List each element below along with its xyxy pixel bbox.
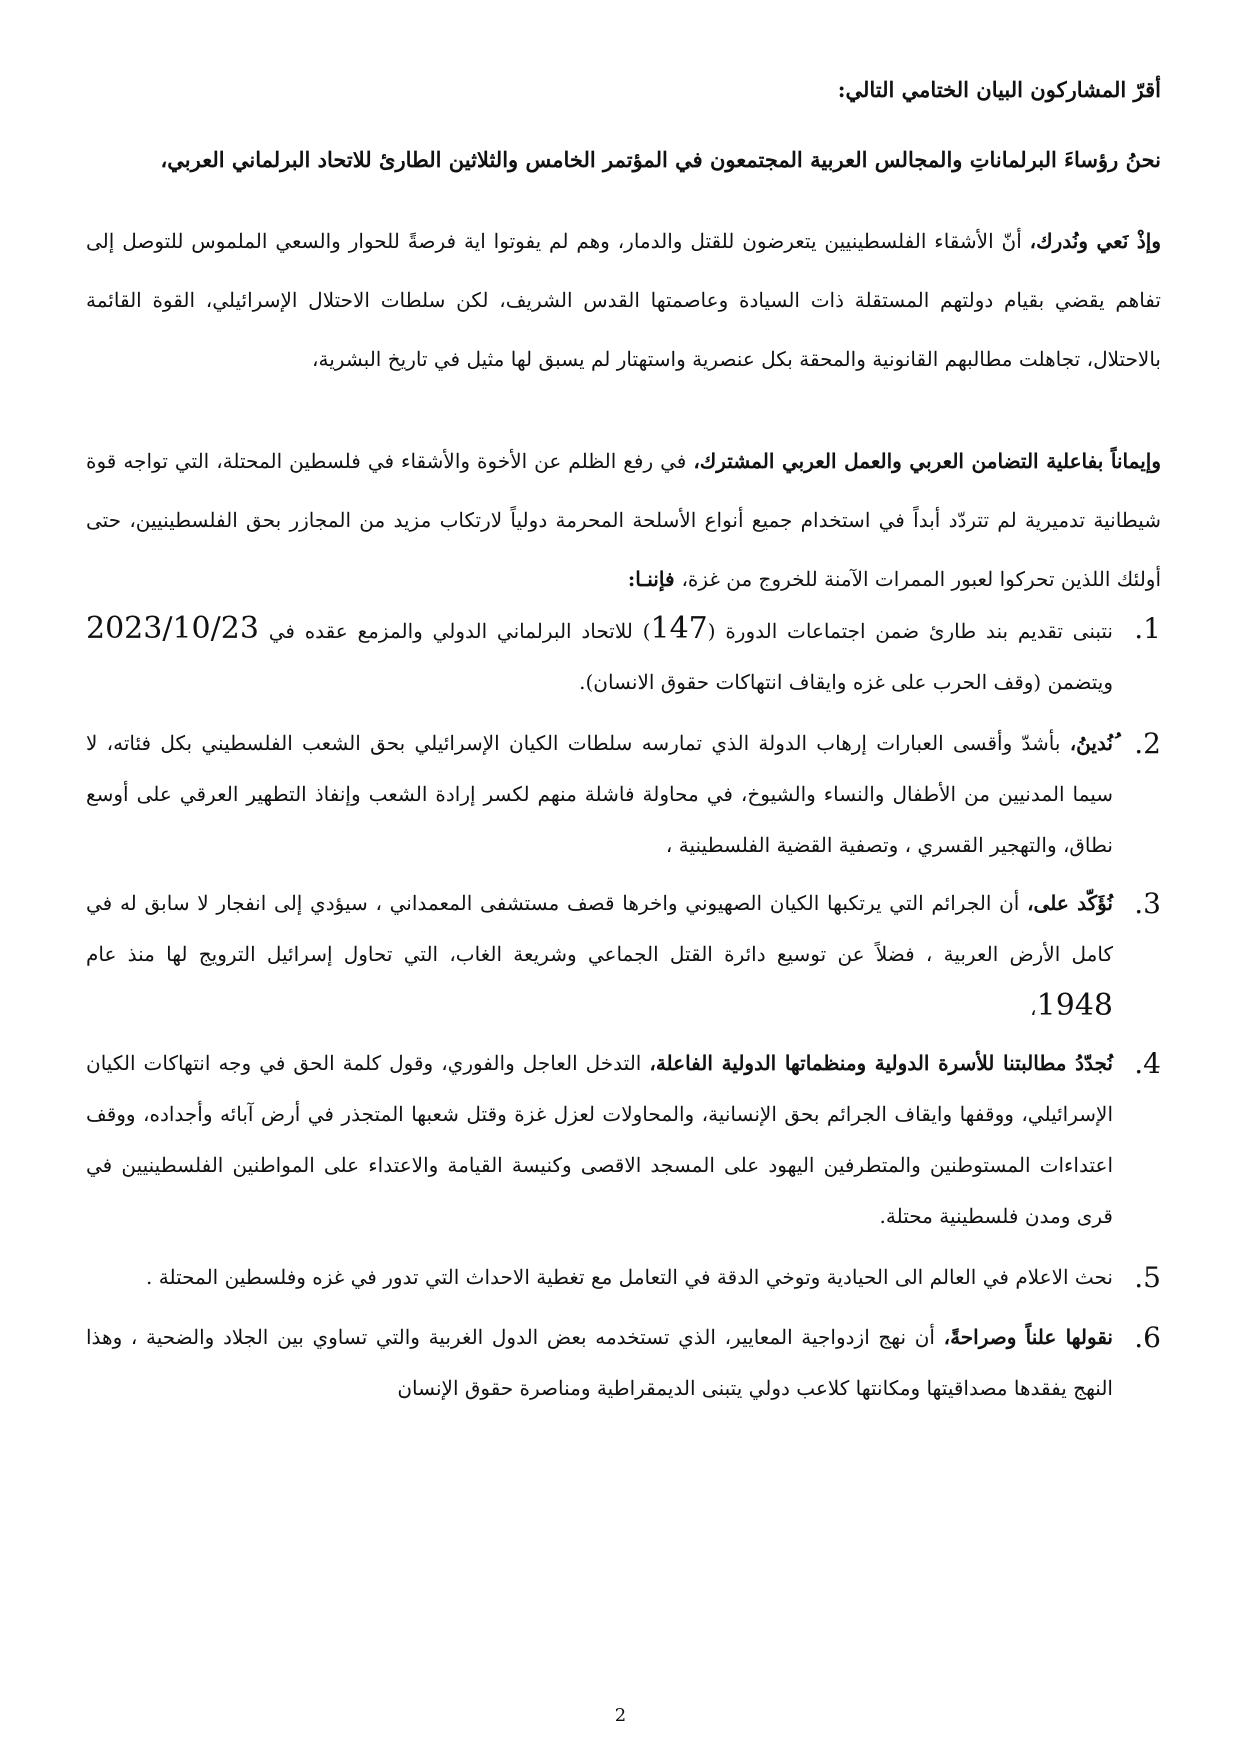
item-number: 1. [1134, 612, 1161, 645]
item-number: 2. [1134, 727, 1161, 760]
statement-heading: أقرّ المشاركون البيان الختامي التالي: [837, 77, 1161, 102]
item-number: 3. [1134, 887, 1161, 920]
list-item: 3. نُؤَكّد على، أن الجرائم التي يرتكبها الكيان الصهيوني واخرها قصف مستشفى المعمداني ، سيؤدي إلى انفجار لا سابق له في كامل الأرض العربية ، فضلاً عن توسيع دائرة القتل الجماعي وشريعة الغاب، التي تحاول إسرائيل الترويج لها منذ عام 1948، [86, 878, 1161, 1034]
paragraph-lead: وإيماناً بفاعلية التضامن العربي والعمل العربي المشترك، [693, 449, 1161, 473]
item-number: 4. [1134, 1047, 1161, 1080]
paragraph-lead: وإذْ نَعي ونُدرك، [1029, 229, 1161, 253]
list-item: 6. نقولها علناً وصراحةً، أن نهج ازدواجية المعايير، الذي تستخدمه بعض الدول الغربية والتي تساوي بين الجلاد والضحية ، وهذا النهج يفقدها مصداقيتها ومكانتها كلاعب دولي يتبنى الديمقراطية ومناصرة حقوق الإنسان [86, 1312, 1161, 1414]
list-item: 5. نحث الاعلام في العالم الى الحيادية وتوخي الدقة في التعامل مع تغطية الاحداث التي تدور في غزه وفلسطين المحتلة . [86, 1252, 1161, 1303]
preamble-paragraph-1: وإذْ نَعي ونُدرك، أنّ الأشقاء الفلسطينيين يتعرضون للقتل والدمار، وهم لم يفوتوا اية فرصةً للحوار والسعي الملموس للتوصل إلى تفاهم يقضي بقيام دولتهم المستقلة ذات السيادة وعاصمتها القدس الشريف، لكن سلطات الاحتلال الإسرائيلي، القوة القائمة بالاحتلال، تجاهلت مطالبهم القانونية والمحقة بكل عنصرية واستهتار لم يسبق لها مثيل في تاريخ البشرية، [86, 229, 1161, 371]
list-item: 2. ُنُدينُ، بأشدّ وأقسى العبارات إرهاب الدولة الذي تمارسه سلطات الكيان الإسرائيلي بحق الشعب الفلسطيني بكل فئاته، لا سيما المدنيين من الأطفال والنساء والشيوخ، في محاولة فاشلة منهم لكسر إرادة الشعب وإنفاذ التطهير العرقي على أوسع نطاق، والتهجير القسري ، وتصفية القضية الفلسطينية ، [86, 718, 1161, 871]
page-number: 2 [614, 1705, 627, 1726]
list-item: 4. نُجدّدُ مطالبتنا للأسرة الدولية ومنظماتها الدولية الفاعلة، التدخل العاجل والفوري، وقول كلمة الحق في وجه انتهاكات الكيان الإسرائيلي، ووقفها وايقاف الجرائم بحق الإنسانية، والمحاولات لعزل غزة وقتل شعبها المتجذر في أرض آبائه وأجداده، ووقف اعتداءات المستوطنين والمتطرفين اليهود على المسجد الاقصى وكنيسة القيامة والاعتداء على المواطنين الفلسطينيين في قرى ومدن فلسطينية محتلة. [86, 1038, 1161, 1242]
preamble-intro: نحنُ رؤساءَ البرلماناتِ والمجالس العربية المجتمعون في المؤتمر الخامس والثلاثين الطارئ للاتحاد البرلماني العربي، [160, 147, 1161, 172]
item-number: 6. [1134, 1321, 1161, 1354]
list-item: 1. نتبنى تقديم بند طارئ ضمن اجتماعات الدورة (147) للاتحاد البرلماني الدولي والمزمع عقده في 2023/10/23 ويتضمن (وقف الحرب على غزه وايقاف انتهاكات حقوق الانسان). [86, 603, 1161, 708]
item-number: 5. [1134, 1261, 1161, 1294]
preamble-paragraph-2: وإيماناً بفاعلية التضامن العربي والعمل العربي المشترك، في رفع الظلم عن الأخوة والأشقاء في فلسطين المحتلة، التي تواجه قوة شيطانية تدميرية لم تتردّد أبداً في استخدام جميع أنواع الأسلحة المحرمة دولياً لارتكاب مزيد من المجازر بحق الفلسطينيين، حتى أولئك اللذين تحركوا لعبور الممرات الآمنة للخروج من غزة، فإننـا: [86, 449, 1161, 591]
